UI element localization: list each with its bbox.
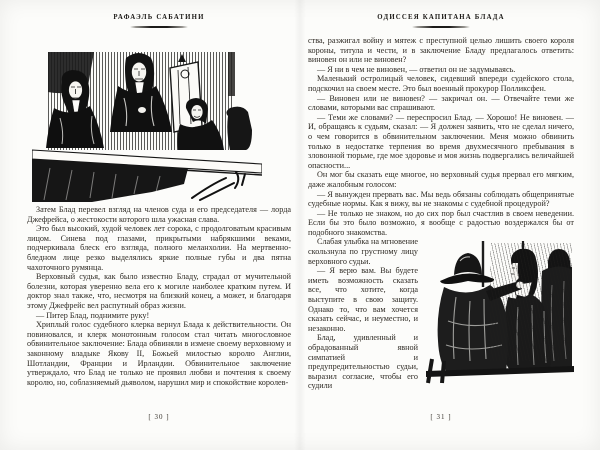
- paragraph: Это был высокий, худой человек лет сорока, с продолговатым красивым лицом. Синева под глазами, прикрытыми набрякшими веками, подчеркивала блеск его взгляда, полного меланхолии. На мертвенно-бледном лице резко выделялись яркие полные губы и два пятна чахоточного румянца.: [27, 224, 291, 272]
- header-rule: [130, 26, 188, 28]
- guards-prisoner-illustration: [426, 241, 574, 385]
- hatching-background: [490, 243, 572, 361]
- paragraph: Он мог бы сказать еще многое, но верховный судья прервал его мягким, даже жалобным голосом:: [308, 170, 574, 189]
- running-header-author: РАФАЭЛЬ САБАТИНИ: [113, 14, 205, 21]
- page-number-left: [ 30 ]: [148, 413, 170, 421]
- paragraph: Маленький остролицый человек, сидевший впереди судейского стола, подскочил на своем месте. Это был военный прокурор Полликсфен.: [308, 74, 574, 93]
- courtroom-illustration-drawing: [32, 52, 262, 202]
- paragraph: — Теми же словами? — переспросил Блад. — Хорошо! Не виновен. — И, обращаясь к судьям, сказал: — Я должен заявить, что не сделал ничего, о чем говорится в обвинительном заключении. Меня можно обвинить только в недостатке терпения во время двухмесячного пребывания в зловонной тюрьме, где мое здоровье и моя жизнь подвергались величайшей опасности...: [308, 112, 574, 170]
- paragraph: — Я верю вам. Вы будете иметь возможность сказать все, что хотите, когда выступите в свою защиту. Однако то, что вам хочется сказать сейчас, и неуместно, и незаконно.: [308, 266, 418, 333]
- paragraph: — Не только не знаком, но до сих пор был счастлив в своем неведении. Если бы это было возможно, я вообще с радостью воздержался бы от подобного знакомства.: [308, 208, 574, 237]
- courtroom-judges-illustration: [32, 52, 262, 202]
- right-page: [308, 0, 574, 450]
- paragraph: Верховный судья, как было известно Бладу, страдал от мучительной болезни, которая уверенно вела его к могиле наиболее кратким путем. И доктор знал также, что, несмотря на близкий конец, а может, и благодаря этому Джефрейс вел распутный образ жизни.: [27, 272, 291, 310]
- paragraph: Хриплый голос судебного клерка вернул Блада к действительности. Он повиновался, и клерк монотонным голосом стал читать многословное обвинительное заключение: Блада обвиняли в измене своему верховному и законному владыке Якову II, Божьей милостью королю Англии, Шотландии, Франции и Ирландии. Обвинительное заключение утверждало, что Блад не только не проявил любви и почтения к своему королю, но, соблазняемый дьяволом, нарушил мир и спокойствие королев-: [27, 320, 291, 387]
- left-page: [27, 0, 291, 450]
- paragraph: — Я ни в чем не виновен, — ответил он не задумываясь.: [317, 64, 516, 74]
- left-page-text: [27, 205, 291, 387]
- paragraph: — Я вынужден прервать вас. Мы ведь обязаны соблюдать общепринятые судебные нормы. Как я вижу, вы не знакомы с судебной процедурой?: [308, 189, 574, 209]
- paragraph: Затем Блад перевел взгляд на членов суда и его председателя — лорда Джефрейса, о жестокости которого шла ужасная слава.: [27, 205, 291, 224]
- page-number-right: [ 31 ]: [430, 413, 452, 421]
- paragraph: — Виновен или не виновен? — закричал он. — Отвечайте теми же словами, которыми вас спрашивают.: [308, 93, 574, 113]
- header-rule: [412, 26, 470, 28]
- right-page-text: [308, 36, 574, 391]
- paragraph: — Питер Блад, поднимите руку!: [36, 310, 150, 320]
- paragraph: Блад, удивленный и обрадованный явной симпатией и предупредительностью судьи, выразил согласие, чтобы его судили: [308, 333, 418, 391]
- paragraph: Слабая улыбка на мгновение скользнула по грустному лицу верховного судьи.: [308, 237, 418, 266]
- paragraph: ства, разжигал войну и мятеж с преступной целью лишить своего короля короны, титула и чести, и в заключение Бладу предлагалось ответить: виновен он или не виновен?: [308, 36, 574, 65]
- running-header-title: ОДИССЕЯ КАПИТАНА БЛАДА: [377, 14, 505, 21]
